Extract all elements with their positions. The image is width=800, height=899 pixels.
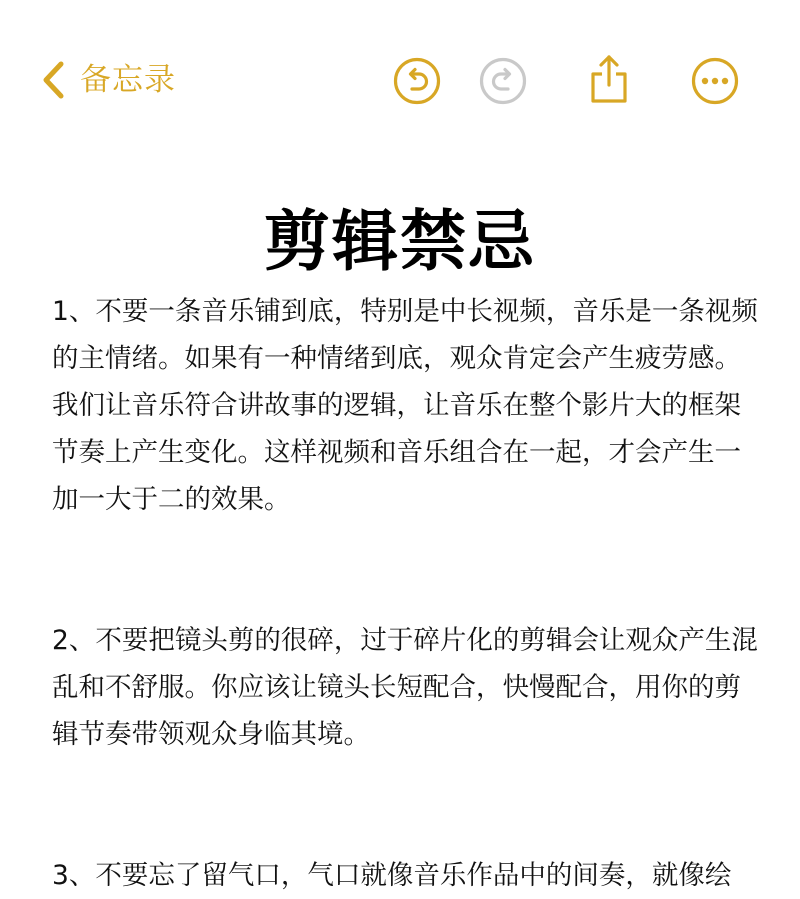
notes-toolbar — [0, 0, 800, 160]
note-paragraph-3: 3、不要忘了留气口，气口就像音乐作品中的间奏，就像绘 — [52, 860, 732, 891]
chevron-left-icon — [40, 59, 66, 101]
more-button[interactable] — [690, 56, 740, 106]
undo-button[interactable] — [392, 56, 442, 106]
note-body[interactable] — [52, 288, 758, 899]
undo-icon — [392, 56, 442, 106]
back-button[interactable] — [40, 58, 176, 102]
share-icon — [584, 52, 634, 106]
redo-button[interactable] — [478, 56, 528, 106]
redo-icon — [478, 56, 528, 106]
note-paragraph-2: 2、不要把镜头剪的很碎，过于碎片化的剪辑会让观众产生混乱和不舒服。你应该让镜头长短配合，快慢配合，用你的剪辑节奏带领观众身临其境。 — [52, 625, 758, 750]
note-title[interactable]: 剪辑禁忌 — [264, 203, 536, 281]
back-button-label: 备忘录 — [80, 62, 176, 98]
note-paragraph-1: 1、不要一条音乐铺到底，特别是中长视频，音乐是一条视频的主情绪。如果有一种情绪到底，观众肯定会产生疲劳感。我们让音乐符合讲故事的逻辑，让音乐在整个影片大的框架节奏上产生变化。这样视频和音乐组合在一起，才会产生一加一大于二的效果。 — [52, 296, 758, 515]
more-icon — [690, 56, 740, 106]
share-button[interactable] — [584, 52, 634, 102]
